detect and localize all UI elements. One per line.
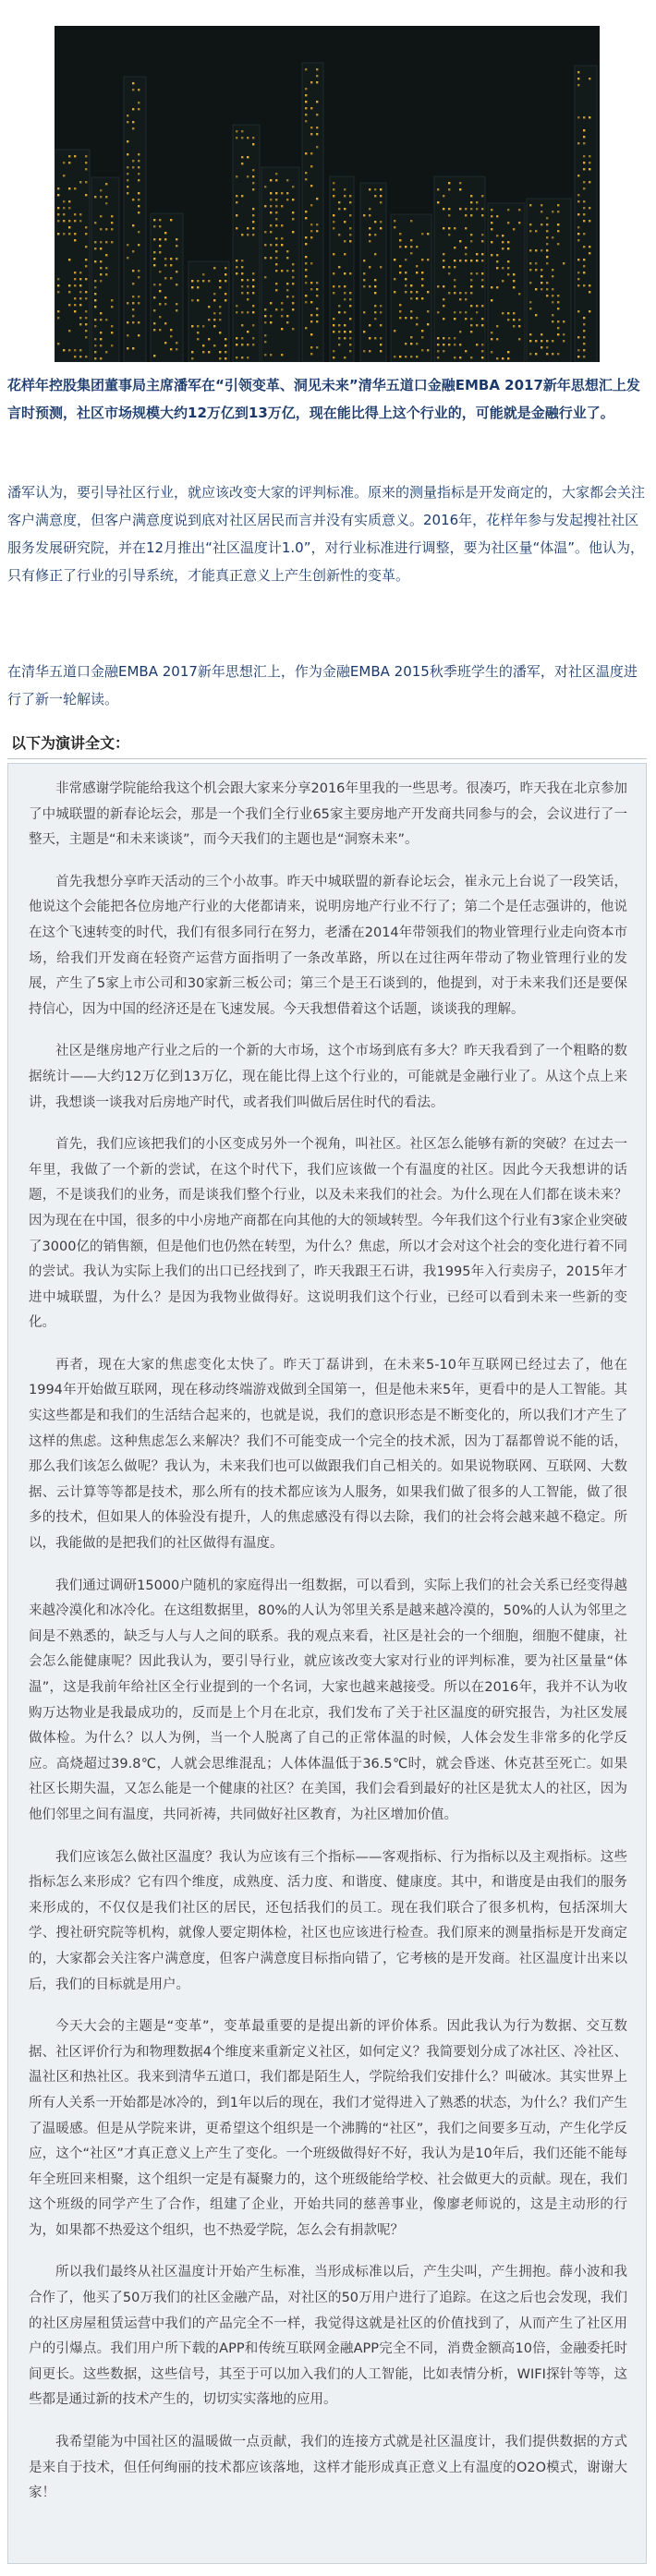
skyline-building <box>488 203 525 362</box>
skyline-building <box>151 213 183 362</box>
skyline-building <box>434 176 485 362</box>
speech-paragraph: 我们应该怎么做社区温度？我认为应该有三个指标——客观指标、行为指标以及主观指标。这些指标怎么来形成？它有四个维度，成熟度、活力度、和谐度、健康度。其中，和谐度是由我们的服务来形成的，不仅仅是我们社区的居民，还包括我们的员工。现在我们联合了很多机构，包括深圳大学、搜社研究院等机构，就像人要定期体检，社区也应该进行检查。我们原来的测量指标是开发商定的，大家都会关注客户满意度，但客户满意度目标指向错了，它考核的是开发商。社区温度计出来以后，我们的目标就是用户。 <box>29 1849 627 1992</box>
skyline-building <box>261 167 299 362</box>
speech-paragraph: 社区是继房地产行业之后的一个新的大市场，这个市场到底有多大？昨天我看到了一个粗略的数据统计——大约12万亿到13万亿，现在能比得上这个行业的，可能就是金融行业了。从这个点上来讲，我想谈一谈我对后房地产时代，或者我们叫做后居住时代的看法。 <box>29 1044 627 1110</box>
skyline-building <box>527 199 571 362</box>
paragraph-event: 在清华五道口金融EMBA 2017新年思想汇上，作为金融EMBA 2015秋季班学生的潘军，对社区温度进行了新一轮解读。 <box>7 663 638 707</box>
speech-paragraph: 今天大会的主题是“变革”，变革最重要的是提出新的评价体系。因此我认为行为数据、交互数据、社区评价行为和物理数据4个维度来重新定义社区，如何定义？我简要划分成了冰社区、冷社区、温社区和热社区。我来到清华五道口，我们都是陌生人，学院给我们安排什么？叫破冰。其实世界上所有人关系一开始都是冰冷的，到1年以后的现在，我们才觉得进入了熟悉的状态，为什么？我们产生了温暖感。但是从学院来讲，更希望这个组织是一个沸腾的“社区”，我们之间要多互动，产生化学反应，这个“社区”才真正意义上产生了变化。一个班级做得好不好，我认为是10年后，我们还能不能每年全班回来相聚，这个组织一定是有凝聚力的，这个班级能给学校、社会做更大的贡献。现在，我们这个班级的同学产生了合作，组建了企业，开始共同的慈善事业，像廖老师说的，这是主动形的行为，如果都不热爱这个组织，也不热爱学院，怎么会有捐款呢？ <box>29 2019 627 2238</box>
speech-section-title: 以下为演讲全文： <box>7 732 647 759</box>
skyline-building <box>124 77 146 362</box>
speech-transcript-box <box>7 763 647 2564</box>
speech-paragraph: 我们通过调研15000户随机的家庭得出一组数据，可以看到，实际上我们的社会关系已经变得越来越冷漠化和冰冷化。在这组数据里，80%的人认为邻里关系是越来越冷漠的，50%的人认为邻里之间是不熟悉的，缺乏与人与人之间的联系。我的观点来看，社区是社会的一个细胞，细胞不健康，社会怎么能健康呢？因此我认为，要引导行业，就应该改变大家对行业的评判标准，要为社区量量“体温”，这是我前年给社区全行业提到的一个名词，大家也越来越接受。所以在2016年，我并不认为收购万达物业是我最成功的，反而是上个月在北京，我们发布了关于社区温度的研究报告，为社区发展做体检。为什么？以人为例，当一个人脱离了自己的正常体温的时候，人体会发生非常多的化学反应。高烧超过39.8℃，人就会思维混乱；人体体温低于36.5℃时，就会昏迷、休克甚至死亡。如果社区长期失温，又怎么能是一个健康的社区？在美国，我们会看到最好的社区是犹太人的社区，因为他们邻里之间有温度，共同祈祷，共同做好社区教育，为社区增加价值。 <box>29 1578 627 1822</box>
speech-paragraph: 首先，我们应该把我们的小区变成另外一个视角，叫社区。社区怎么能够有新的突破？在过去一年里，我做了一个新的尝试，在这个时代下，我们应该做一个有温度的社区。因此今天我想讲的话题，不是谈我们的业务，而是谈我们整个行业，以及未来我们的社会。为什么现在人们都在谈未来？因为现在在中国，很多的中小房地产商都在向其他的大的领域转型。今年我们这个行业有3家企业突破了3000亿的销售额，但是他们也仍然在转型，为什么？焦虑，所以才会对这个社会的变化进行着不同的尝试。我认为实际上我们的出口已经找到了，昨天我跟王石讲，我1995年入行卖房子，2015年才进中城联盟，为什么？是因为我物业做得好。这说明我们这个行业，已经可以看到未来一些新的变化。 <box>29 1137 627 1331</box>
speech-paragraph: 我希望能为中国社区的温暖做一点贡献，我们的连接方式就是社区温度计，我们提供数据的方式是来自于技术，但任何绚丽的技术都应该落地，这样才能形成真正意义上有温度的O2O模式，谢谢大家！ <box>29 2435 627 2501</box>
skyline-building <box>233 125 260 362</box>
skyline-building <box>55 150 90 362</box>
speech-paragraph: 再者，现在大家的焦虑变化太快了。昨天丁磊讲到，在未来5-10年互联网已经过去了，他在1994年开始做互联网，现在移动终端游戏做到全国第一，但是他未来5年，更看中的是人工智能。其实这些都是和我们的生活结合起来的，也就是说，我们的意识形态是不断变化的，所以我们才产生了这样的焦虑。这种焦虑怎么来解决？我们不可能变成一个完全的技术派，因为丁磊都曾说不能的话，那么我们该怎么做呢？我认为，未来我们也可以做跟我们自己相关的。如果说物联网、互联网、大数据、云计算等等都是技术，那么所有的技术都应该为人服务，如果我们做了很多的人工智能，做了很多的技术，但如果人的体验没有提升，人的焦虑感没有得以去除，我们的社会将会越来越不稳定。所以，我能做的是把我们的社区做得有温度。 <box>29 1357 627 1552</box>
city-skyline-illustration <box>55 26 600 362</box>
skyline-building <box>302 63 323 362</box>
paragraph-standards: 潘军认为，要引导社区行业，就应该改变大家的评判标准。原来的测量指标是开发商定的，大家都会关注客户满意度，但客户满意度说到底对社区居民而言并没有实质意义。2016年，花样年参与发起搜社社区服务发展研究院，并在12月推出“社区温度计1.0”，对行业标准进行调整，要为社区量“体温”。他认为，只有修正了行业的引导系统，才能真正意义上产生创新性的变革。 <box>7 484 646 584</box>
intro-summary: 花样年控股集团董事局主席潘军在“引领变革、洞见未来”清华五道口金融EMBA 2017新年思想汇上发言时预测，社区市场规模大约12万亿到13万亿，现在能比得上这个行业的，可能就是金融行业了。 <box>7 377 640 421</box>
skyline-building <box>360 183 386 362</box>
skyline-building <box>330 176 354 362</box>
hero-image <box>55 26 600 362</box>
speech-paragraph: 非常感谢学院能给我这个机会跟大家来分享2016年里我的一些思考。很凑巧，昨天我在北京参加了中城联盟的新春论坛会，那是一个我们全行业65家主要房地产开发商共同参与的会，会议进行了一整天，主题是“和未来谈谈”，而今天我们的主题也是“洞察未来”。 <box>29 781 627 848</box>
skyline-building <box>91 177 119 362</box>
skyline-building <box>391 214 431 362</box>
speech-paragraph: 所以我们最终从社区温度计开始产生标准，当形成标准以后，产生尖叫，产生拥抱。薛小波和我合作了，他买了50万我们的社区金融产品，对社区的50万用户进行了追踪。在这之后也会发现，我们的社区房屋租赁运营中我们的产品完全不一样，我觉得这就是社区的价值找到了，从而产生了社区用户的引爆点。我们用户所下载的APP和传统互联网金融APP完全不同，消费金额高10倍，金融委托时间更长。这些数据，这些信号，其至于可以加入我们的人工智能，比如表情分析，WIFI探针等等，这些都是通过新的技术产生的，切切实实落地的应用。 <box>29 2265 627 2408</box>
skyline-building <box>575 66 597 362</box>
speech-paragraph: 首先我想分享昨天活动的三个小故事。昨天中城联盟的新春论坛会，崔永元上台说了一段笑话，他说这个会能把各位房地产行业的大佬都请来，说明房地产行业不行了；第二个是任志强讲的，他说在这个飞速转变的时代，我们有很多同行在努力，老潘在2014年带领我们的物业管理行业走向资本市场，给我们开发商在轻资产运营方面指明了一条改革路，所以在过往两年带动了物业管理行业的发展，产生了5家上市公司和30家新三板公司；第三个是王石谈到的，他提到，对于未来我们还是要保持信心，因为中国的经济还是在飞速发展。今天我想借着这个话题，谈谈我的理解。 <box>29 874 627 1017</box>
skyline-building <box>188 261 229 362</box>
